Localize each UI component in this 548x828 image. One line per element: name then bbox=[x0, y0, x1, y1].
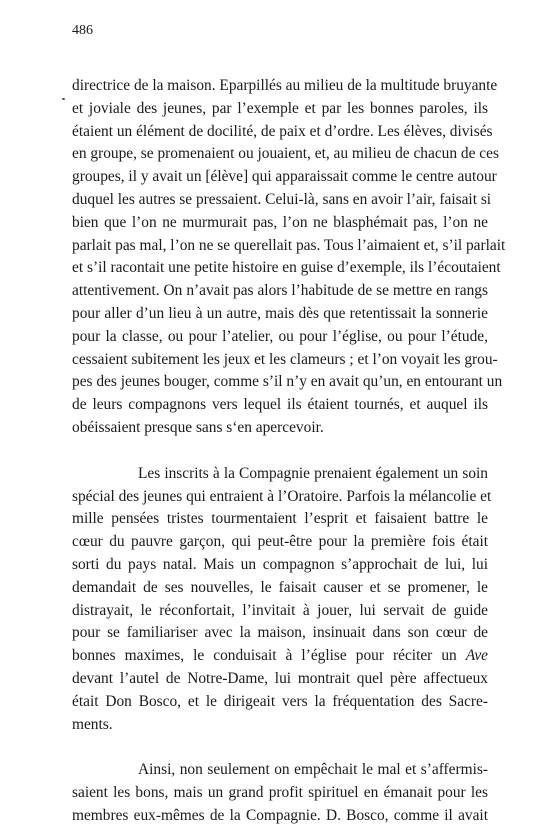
paragraph-2 bbox=[72, 463, 492, 737]
text-line: bien que l’on ne murmurait pas, l’on ne blasphémait pas, l’on ne bbox=[72, 213, 488, 231]
text-line: groupes, il y avait un [élève] qui apparaissait comme le centre autour bbox=[72, 168, 497, 186]
text-line: directrice de la maison. Eparpillés au milieu de la multitude bruyante bbox=[72, 77, 498, 94]
text-line-with-emphasis bbox=[72, 645, 488, 668]
text-line: sorti du pays natal. Mais un compagnon s’approchait de lui, lui bbox=[72, 555, 488, 573]
text-line: membres eux-mêmes de la Compagnie. D. Bosco, comme il avait bbox=[72, 806, 488, 824]
text-line: et joviale des jeunes, par l’exemple et par les bonnes paroles, ils bbox=[72, 99, 488, 117]
text-line: pour aller d’un lieu à un autre, mais dès que retentissait la sonnerie bbox=[72, 304, 488, 322]
text-line: attentivement. On n’avait pas alors l’habitude de se mettre en rangs bbox=[72, 282, 488, 300]
text-line: cessaient subitement les jeux et les clameurs ; et l’on voyait les grou- bbox=[72, 350, 498, 368]
text-line: mille pensées tristes tourmentaient l’esprit et faisaient battre le bbox=[72, 510, 488, 528]
text-line: pour la classe, ou pour l’atelier, ou pour l’église, ou pour l’étude, bbox=[72, 327, 488, 345]
text-line: spécial des jeunes qui entraient à l’Oratoire. Parfois la mélancolie et bbox=[72, 487, 492, 505]
text-line: de leurs compagnons vers lequel ils étaient tournés, et auquel ils bbox=[72, 396, 488, 414]
text-line: obéissaient presque sans s‘en apercevoir. bbox=[72, 418, 324, 436]
text-line: pour se familiariser avec la maison, insinuait dans son cœur de bbox=[72, 624, 488, 642]
text-line: parlait pas mal, l’on ne se querellait pas. Tous l’aimaient et, s’il parlait bbox=[72, 236, 506, 254]
text-line: saient les bons, mais un grand profit spirituel en émanait pour les bbox=[72, 784, 488, 802]
text-line: demandait de ses nouvelles, le faisait causer et se promener, le bbox=[72, 578, 488, 596]
text-line: cœur du pauvre garçon, qui peut-être pour la première fois était bbox=[72, 533, 488, 551]
text-line: devant l’autel de Notre-Dame, lui montrait quel père affectueux bbox=[72, 669, 488, 687]
text-line: Les inscrits à la Compagnie prenaient également un soin bbox=[138, 464, 488, 482]
paragraph-3 bbox=[72, 759, 488, 827]
text-fragment: bonnes maximes, le conduisait à l’église pour réciter un bbox=[72, 647, 466, 665]
text-line: étaient un élément de docilité, de paix et d’ordre. Les élèves, divisés bbox=[72, 122, 493, 140]
text-line: en groupe, se promenaient ou jouaient, et, au milieu de chacun de ces bbox=[72, 145, 499, 163]
text-line: pes des jeunes bouger, comme s’il n’y en avait qu’un, en entourant un bbox=[72, 373, 503, 391]
paragraph-1 bbox=[72, 75, 506, 440]
text-line: était Don Bosco, et le dirigeait vers la fréquentation des Sacre- bbox=[72, 692, 488, 710]
body-text bbox=[72, 75, 506, 828]
margin-mark bbox=[62, 98, 65, 100]
emphasis-word: Ave bbox=[465, 647, 488, 665]
text-line: Ainsi, non seulement on empêchait le mal et s’affermis- bbox=[138, 761, 488, 779]
text-line: distrayait, le réconfortait, l’invitait à jouer, lui servait de guide bbox=[72, 601, 488, 619]
text-line: ments. bbox=[72, 715, 113, 733]
text-line: duquel les autres se pressaient. Celui-là, sans en avoir l’air, faisait si bbox=[72, 190, 492, 208]
text-line: et s’il racontait une petite histoire en guise d’exemple, ils l’écoutaient bbox=[72, 259, 501, 277]
page-number: 486 bbox=[72, 23, 93, 38]
